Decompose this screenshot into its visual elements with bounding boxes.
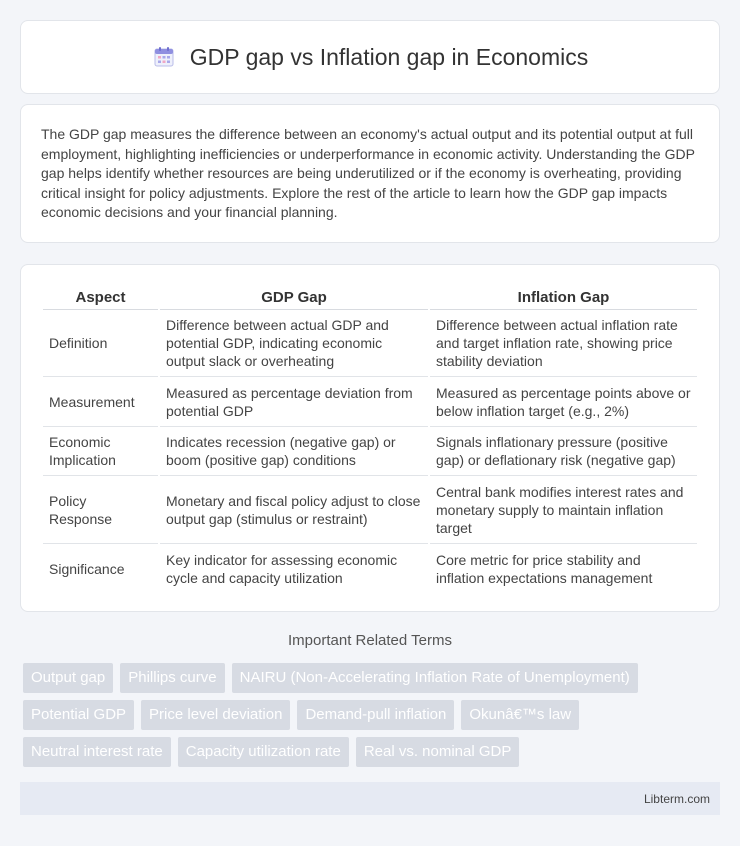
table-row [43,476,697,544]
related-term-tag[interactable]: Neutral interest rate [23,737,171,767]
cell-aspect: Significance [49,561,125,577]
table-header-row [43,285,697,310]
page-title: GDP gap vs Inflation gap in Economics [189,43,589,70]
related-term-tag[interactable]: Output gap [23,663,113,693]
comparison-table [41,285,699,594]
cell-gdp-gap: Key indicator for assessing economic cycle and capacity utilization [166,552,398,586]
related-term-tag[interactable]: Real vs. nominal GDP [356,737,520,767]
related-term-tag[interactable]: Okunâ€™s law [461,700,579,730]
related-terms-list [20,663,720,767]
header-inflation-gap: Inflation Gap [430,285,697,310]
related-terms-title: Important Related Terms [288,632,452,649]
related-term-tag[interactable]: Demand-pull inflation [297,700,454,730]
related-term-tag[interactable]: Phillips curve [120,663,224,693]
cell-gdp-gap: Indicates recession (negative gap) or boom (positive gap) conditions [160,427,428,476]
cell-gdp-gap: Monetary and fiscal policy adjust to close output gap (stimulus or restraint) [160,476,428,544]
related-term-tag[interactable]: NAIRU (Non-Accelerating Inflation Rate of Unemployment) [232,663,638,693]
calendar-icon [152,45,176,69]
related-term-tag[interactable]: Price level deviation [141,700,290,730]
intro-card [20,104,720,243]
header-aspect: Aspect [43,285,158,310]
cell-aspect: Definition [43,310,158,377]
cell-gdp-gap: Measured as percentage deviation from potential GDP [160,377,428,427]
header-gdp-gap: GDP Gap [160,285,428,310]
cell-inflation-gap: Signals inflationary pressure (positive gap) or deflationary risk (negative gap) [430,427,697,476]
comparison-table-card [20,264,720,612]
cell-aspect: Economic Implication [43,427,158,476]
related-term-tag[interactable]: Capacity utilization rate [178,737,349,767]
cell-inflation-gap: Measured as percentage points above or below inflation target (e.g., 2%) [430,377,697,427]
table-row [43,544,697,594]
table-row [43,427,697,476]
title-card [20,20,720,94]
footer [20,782,720,815]
cell-inflation-gap: Difference between actual inflation rate and target inflation rate, showing price stability deviation [430,310,697,377]
cell-inflation-gap: Central bank modifies interest rates and monetary supply to maintain inflation target [430,476,697,544]
table-row [43,310,697,377]
cell-aspect: Measurement [43,377,158,427]
intro-text: The GDP gap measures the difference between an economy's actual output and its potential output at full employment, highlighting inefficiencies or underperformance in economic activity. Understanding the GDP gap helps identify whether resources are being underutilized or if the economy is overheating, providing critical insight for policy adjustments. Explore the rest of the article to learn how the GDP gap impacts economic decisions and your financial planning. [41,126,695,220]
cell-inflation-gap: Core metric for price stability and inflation expectations management [436,552,653,586]
cell-aspect: Policy Response [43,476,158,544]
cell-gdp-gap: Difference between actual GDP and potential GDP, indicating economic output slack or overheating [160,310,428,377]
related-term-tag[interactable]: Potential GDP [23,700,134,730]
table-row [43,377,697,427]
footer-brand-link[interactable]: Libterm.com [643,791,710,806]
